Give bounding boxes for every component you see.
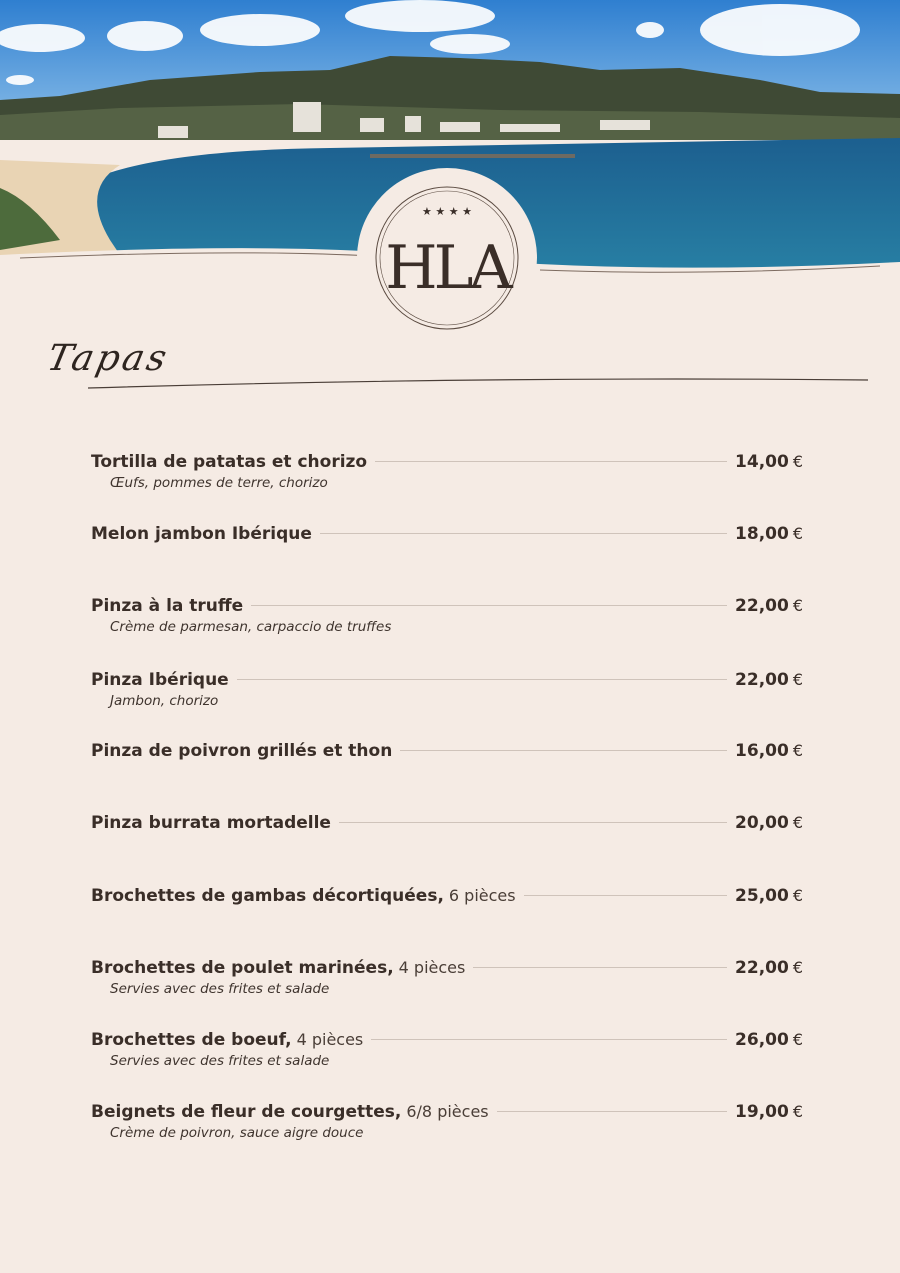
- currency-symbol: €: [792, 813, 803, 832]
- dish-price: [735, 813, 803, 833]
- dish-quantity: 4 pièces: [398, 958, 466, 977]
- menu-item-row: [91, 886, 803, 906]
- price-value: 19,00: [735, 1102, 789, 1122]
- currency-symbol: €: [792, 958, 803, 977]
- price-value: 25,00: [735, 886, 789, 906]
- price-value: 26,00: [735, 1030, 789, 1050]
- leader-line: [320, 533, 727, 534]
- price-value: 22,00: [735, 958, 789, 978]
- menu-item: [91, 813, 803, 833]
- price-value: 14,00: [735, 452, 789, 472]
- dish-name: Beignets de fleur de courgettes,: [91, 1102, 402, 1122]
- dish-name: Tortilla de patatas et chorizo: [91, 452, 368, 472]
- price-value: 16,00: [735, 741, 789, 761]
- price-value: 18,00: [735, 524, 789, 544]
- section-title: Tapas: [43, 338, 174, 379]
- menu-item: [91, 452, 803, 491]
- dish-price: [735, 741, 803, 761]
- dish-price: [735, 1030, 803, 1050]
- leader-line: [371, 1039, 727, 1040]
- price-value: 22,00: [735, 596, 789, 616]
- currency-symbol: €: [792, 670, 803, 689]
- menu-item-row: [91, 596, 803, 616]
- currency-symbol: €: [792, 886, 803, 905]
- dish-description: Servies avec des frites et salade: [110, 981, 330, 997]
- dish-quantity: 6 pièces: [448, 886, 516, 905]
- dish-price: [735, 452, 803, 472]
- leader-line: [497, 1111, 727, 1112]
- currency-symbol: €: [792, 452, 803, 471]
- currency-symbol: €: [792, 596, 803, 615]
- dish-name: Brochettes de gambas décortiquées,: [91, 886, 444, 906]
- logo-monogram: HLA: [385, 233, 509, 303]
- menu-item: [91, 1030, 803, 1069]
- dish-quantity: 6/8 pièces: [406, 1102, 489, 1121]
- hotel-logo: [357, 168, 537, 348]
- menu-item: [91, 741, 803, 761]
- dish-name: Brochettes de boeuf,: [91, 1030, 292, 1050]
- menu-item: [91, 1102, 803, 1141]
- menu-item: [91, 596, 803, 635]
- dish-price: [735, 1102, 803, 1122]
- dish-name: Pinza Ibérique: [91, 670, 229, 690]
- menu-item: [91, 524, 803, 544]
- menu-item: [91, 670, 803, 709]
- logo-stars: ★ ★ ★ ★: [422, 205, 472, 218]
- dish-name: Brochettes de poulet marinées,: [91, 958, 394, 978]
- dish-price: [735, 670, 803, 690]
- price-value: 20,00: [735, 813, 789, 833]
- dish-description: Servies avec des frites et salade: [110, 1053, 330, 1069]
- menu-item-row: [91, 1102, 803, 1122]
- menu-item-row: [91, 741, 803, 761]
- menu-item-row: [91, 1030, 803, 1050]
- dish-quantity: 4 pièces: [296, 1030, 364, 1049]
- dish-description: Jambon, chorizo: [110, 693, 219, 709]
- leader-line: [400, 750, 727, 751]
- currency-symbol: €: [792, 1030, 803, 1049]
- title-divider: [88, 372, 878, 396]
- menu-item-row: [91, 813, 803, 833]
- menu-item-row: [91, 524, 803, 544]
- dish-description: Œufs, pommes de terre, chorizo: [110, 475, 328, 491]
- currency-symbol: €: [792, 524, 803, 543]
- leader-line: [473, 967, 727, 968]
- price-value: 22,00: [735, 670, 789, 690]
- leader-line: [524, 895, 727, 896]
- dish-price: [735, 958, 803, 978]
- dish-price: [735, 596, 803, 616]
- dish-price: [735, 886, 803, 906]
- currency-symbol: €: [792, 741, 803, 760]
- leader-line: [251, 605, 727, 606]
- menu-item-row: [91, 958, 803, 978]
- menu-item-row: [91, 452, 803, 472]
- dish-description: Crème de parmesan, carpaccio de truffes: [110, 619, 392, 635]
- currency-symbol: €: [792, 1102, 803, 1121]
- dish-name: Pinza à la truffe: [91, 596, 244, 616]
- menu-item-row: [91, 670, 803, 690]
- leader-line: [237, 679, 727, 680]
- leader-line: [375, 461, 727, 462]
- dish-name: Pinza de poivron grillés et thon: [91, 741, 393, 761]
- dish-name: Pinza burrata mortadelle: [91, 813, 331, 833]
- leader-line: [339, 822, 727, 823]
- menu-item: [91, 886, 803, 906]
- menu-item: [91, 958, 803, 997]
- dish-description: Crème de poivron, sauce aigre douce: [110, 1125, 364, 1141]
- dish-name: Melon jambon Ibérique: [91, 524, 312, 544]
- dish-price: [735, 524, 803, 544]
